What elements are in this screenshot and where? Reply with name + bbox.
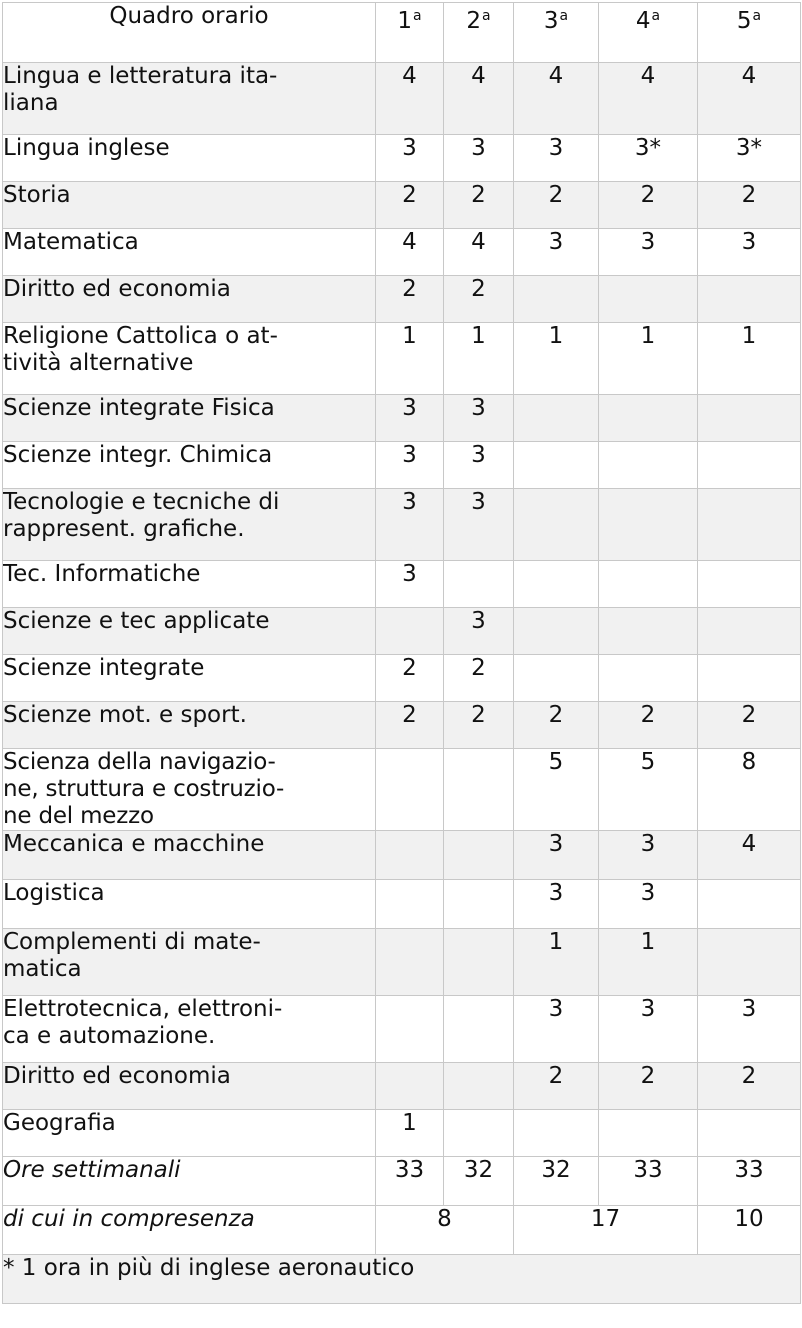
hours-cell: 2 — [698, 1063, 801, 1110]
hours-cell — [514, 608, 599, 655]
subject-cell: Lingua e letteratura ita- liana — [3, 63, 376, 135]
hours-cell: 3 — [698, 229, 801, 276]
table-row — [3, 996, 801, 1063]
year-2-header: 2$^a$ — [444, 3, 514, 63]
header-row — [3, 3, 801, 63]
table-row — [3, 276, 801, 323]
hours-cell: 2 — [376, 655, 444, 702]
hours-cell: 3 — [599, 229, 698, 276]
hours-cell: 2 — [599, 182, 698, 229]
hours-cell: 4 — [444, 229, 514, 276]
hours-cell: 8 — [698, 749, 801, 831]
table-row — [3, 702, 801, 749]
copresence-row — [3, 1206, 801, 1255]
hours-cell — [599, 561, 698, 608]
subject-cell: Diritto ed economia — [3, 276, 376, 323]
weekly-hours-cell: 32 — [444, 1157, 514, 1206]
table-row — [3, 323, 801, 395]
hours-cell: 2 — [698, 182, 801, 229]
footnote: * 1 ora in più di inglese aeronautico — [3, 1255, 801, 1304]
hours-cell: 4 — [514, 63, 599, 135]
hours-cell: 1 — [599, 323, 698, 395]
hours-cell — [599, 1110, 698, 1157]
hours-cell: 3 — [444, 489, 514, 561]
subject-cell: Diritto ed economia — [3, 1063, 376, 1110]
table-row — [3, 831, 801, 880]
table-row — [3, 608, 801, 655]
year-5-header: 5$^a$ — [698, 3, 801, 63]
hours-cell — [514, 276, 599, 323]
hours-cell: 1 — [376, 323, 444, 395]
hours-cell — [698, 608, 801, 655]
weekly-hours-label: Ore settimanali — [3, 1157, 376, 1206]
subject-cell: Scienze mot. e sport. — [3, 702, 376, 749]
subject-cell: Scienze integrate — [3, 655, 376, 702]
hours-cell: 2 — [376, 276, 444, 323]
subject-cell: Geografia — [3, 1110, 376, 1157]
table-row — [3, 395, 801, 442]
subject-cell: Elettrotecnica, elettroni- ca e automazione. — [3, 996, 376, 1063]
hours-cell — [444, 1110, 514, 1157]
hours-cell: 4 — [444, 63, 514, 135]
subject-cell: Matematica — [3, 229, 376, 276]
hours-cell: 3 — [514, 229, 599, 276]
hours-cell: 4 — [698, 831, 801, 880]
year-4-header: 4$^a$ — [599, 3, 698, 63]
hours-cell — [599, 442, 698, 489]
copresence-first-biennium: 8 — [376, 1206, 514, 1255]
weekly-hours-cell: 33 — [698, 1157, 801, 1206]
hours-cell: 2 — [444, 182, 514, 229]
subject-cell: Scienza della navigazio- ne, struttura e costruzio- ne del mezzo — [3, 749, 376, 831]
hours-cell — [376, 608, 444, 655]
table-row — [3, 561, 801, 608]
hours-cell: 3 — [444, 395, 514, 442]
table-row — [3, 1110, 801, 1157]
footnote-row — [3, 1255, 801, 1304]
hours-cell — [444, 996, 514, 1063]
year-3-header: 3$^a$ — [514, 3, 599, 63]
hours-cell — [376, 880, 444, 929]
weekly-hours-cell: 33 — [599, 1157, 698, 1206]
hours-cell: 1 — [599, 929, 698, 996]
hours-cell: 2 — [444, 702, 514, 749]
hours-cell: 2 — [444, 655, 514, 702]
subject-cell: Scienze e tec applicate — [3, 608, 376, 655]
table-row — [3, 135, 801, 182]
hours-cell: 2 — [376, 182, 444, 229]
hours-cell — [444, 831, 514, 880]
hours-cell — [376, 831, 444, 880]
hours-cell: 2 — [514, 1063, 599, 1110]
hours-cell — [698, 655, 801, 702]
timetable — [2, 2, 801, 1304]
table-row — [3, 489, 801, 561]
copresence-second-biennium: 17 — [514, 1206, 698, 1255]
table-row — [3, 655, 801, 702]
weekly-hours-cell: 33 — [376, 1157, 444, 1206]
hours-cell — [698, 276, 801, 323]
hours-cell: 3* — [698, 135, 801, 182]
hours-cell — [376, 749, 444, 831]
hours-cell — [444, 749, 514, 831]
hours-cell: 3 — [514, 996, 599, 1063]
hours-cell — [444, 880, 514, 929]
hours-cell: 3 — [599, 880, 698, 929]
hours-cell: 3 — [444, 442, 514, 489]
hours-cell: 5 — [599, 749, 698, 831]
hours-cell — [698, 395, 801, 442]
weekly-hours-cell: 32 — [514, 1157, 599, 1206]
hours-cell: 4 — [376, 63, 444, 135]
hours-cell: 2 — [444, 276, 514, 323]
subject-cell: Lingua inglese — [3, 135, 376, 182]
hours-cell: 3 — [376, 489, 444, 561]
hours-cell: 3 — [698, 996, 801, 1063]
subject-cell: Religione Cattolica o at- tività alternative — [3, 323, 376, 395]
copresence-fifth-year: 10 — [698, 1206, 801, 1255]
table-row — [3, 442, 801, 489]
hours-cell — [698, 1110, 801, 1157]
hours-cell: 2 — [514, 702, 599, 749]
hours-cell — [698, 442, 801, 489]
hours-cell: 3 — [376, 395, 444, 442]
hours-cell — [599, 276, 698, 323]
subject-cell: Complementi di mate- matica — [3, 929, 376, 996]
subject-cell: Logistica — [3, 880, 376, 929]
hours-cell — [376, 929, 444, 996]
hours-cell: 2 — [599, 702, 698, 749]
hours-cell: 3 — [514, 831, 599, 880]
hours-cell: 1 — [514, 323, 599, 395]
subject-cell: Scienze integrate Fisica — [3, 395, 376, 442]
hours-cell — [376, 1063, 444, 1110]
table-title: Quadro orario — [3, 3, 376, 63]
hours-cell: 1 — [514, 929, 599, 996]
hours-cell — [698, 561, 801, 608]
hours-cell: 3 — [444, 135, 514, 182]
hours-cell — [599, 608, 698, 655]
hours-cell — [599, 489, 698, 561]
hours-cell: 2 — [514, 182, 599, 229]
hours-cell: 4 — [698, 63, 801, 135]
hours-cell — [514, 655, 599, 702]
hours-cell — [599, 395, 698, 442]
hours-cell: 1 — [698, 323, 801, 395]
hours-cell: 3 — [599, 831, 698, 880]
table-row — [3, 182, 801, 229]
hours-cell: 5 — [514, 749, 599, 831]
hours-cell: 4 — [599, 63, 698, 135]
weekly-hours-row — [3, 1157, 801, 1206]
hours-cell: 3 — [599, 996, 698, 1063]
hours-cell — [514, 489, 599, 561]
hours-cell — [514, 561, 599, 608]
subject-cell: Storia — [3, 182, 376, 229]
hours-cell: 2 — [376, 702, 444, 749]
hours-cell — [444, 1063, 514, 1110]
hours-cell — [514, 442, 599, 489]
table-row — [3, 1063, 801, 1110]
hours-cell: 3 — [514, 135, 599, 182]
hours-cell: 2 — [599, 1063, 698, 1110]
hours-cell — [698, 929, 801, 996]
hours-cell — [376, 996, 444, 1063]
hours-cell: 3 — [376, 561, 444, 608]
hours-cell: 2 — [698, 702, 801, 749]
table-row — [3, 749, 801, 831]
hours-cell: 3 — [444, 608, 514, 655]
hours-cell — [698, 880, 801, 929]
hours-cell: 3* — [599, 135, 698, 182]
hours-cell: 3 — [376, 442, 444, 489]
hours-cell — [444, 561, 514, 608]
hours-cell — [599, 655, 698, 702]
subject-cell: Meccanica e macchine — [3, 831, 376, 880]
table-row — [3, 929, 801, 996]
hours-cell: 3 — [376, 135, 444, 182]
table-row — [3, 880, 801, 929]
hours-cell: 1 — [444, 323, 514, 395]
table-row — [3, 63, 801, 135]
copresence-label: di cui in compresenza — [3, 1206, 376, 1255]
subject-cell: Tec. Informatiche — [3, 561, 376, 608]
hours-cell — [514, 395, 599, 442]
hours-cell — [514, 1110, 599, 1157]
hours-cell: 1 — [376, 1110, 444, 1157]
year-1-header: 1$^a$ — [376, 3, 444, 63]
hours-cell — [444, 929, 514, 996]
subject-cell: Tecnologie e tecniche di rappresent. grafiche. — [3, 489, 376, 561]
hours-cell: 4 — [376, 229, 444, 276]
table-row — [3, 229, 801, 276]
hours-cell: 3 — [514, 880, 599, 929]
hours-cell — [698, 489, 801, 561]
subject-cell: Scienze integr. Chimica — [3, 442, 376, 489]
